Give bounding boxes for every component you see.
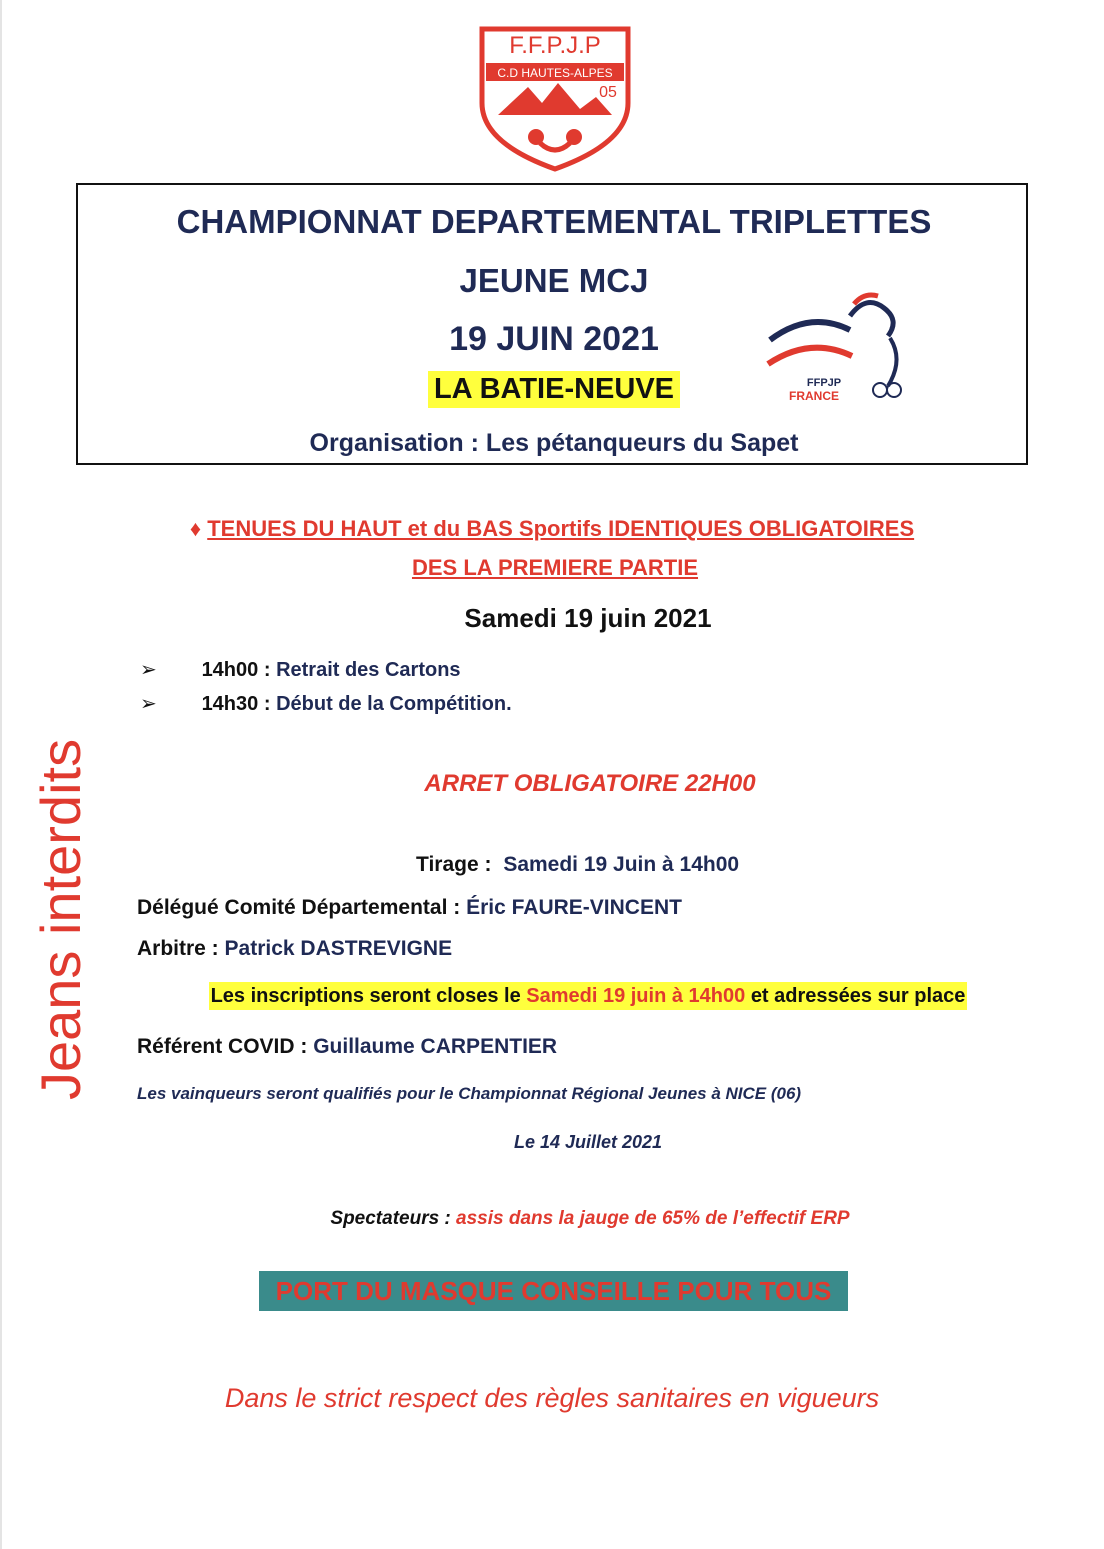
footer-text: Dans le strict respect des règles sanitaires en vigueurs xyxy=(224,1383,880,1413)
delegue-label: Délégué Comité Départemental : xyxy=(137,896,461,919)
logo-sub-text: C.D HAUTES-ALPES xyxy=(497,66,613,80)
mask-banner: PORT DU MASQUE CONSEILLE POUR TOUS xyxy=(259,1271,848,1311)
inscriptions-part-1: Les inscriptions seront closes le xyxy=(210,985,521,1007)
delegue-row xyxy=(137,896,682,920)
qualif-line-1: Les vainqueurs seront qualifiés pour le Championnat Régional Jeunes à NICE (06) xyxy=(137,1084,802,1103)
schedule-time: 14h00 : xyxy=(201,659,271,681)
arbitre-row xyxy=(137,937,452,961)
diamond-bullet-icon: ♦ xyxy=(189,516,202,541)
stop-time: ARRET OBLIGATOIRE 22H00 xyxy=(424,770,756,797)
jeans-interdits-side-text: Jeans interdits xyxy=(29,738,92,1100)
arrow-bullet-icon: ➢ xyxy=(140,659,157,681)
event-place: LA BATIE-NEUVE xyxy=(428,371,680,408)
event-date: 19 JUIN 2021 xyxy=(449,320,659,358)
logo-top-text: F.F.P.J.P xyxy=(509,32,601,59)
spectateurs-value: assis dans la jauge de 65% de l’effectif ERP xyxy=(456,1208,850,1229)
rules-line-2 xyxy=(0,555,1104,581)
organisation-text: Organisation : Les pétanqueurs du Sapet xyxy=(309,429,799,457)
arrow-bullet-icon: ➢ xyxy=(140,693,157,715)
inscriptions-row xyxy=(0,985,1104,1008)
schedule-label: Début de la Compétition. xyxy=(276,693,512,715)
page-edge xyxy=(0,0,2,1549)
schedule-time: 14h30 : xyxy=(201,693,271,715)
covid-label: Référent COVID : xyxy=(137,1035,308,1058)
delegue-value: Éric FAURE-VINCENT xyxy=(466,896,682,919)
title-line-2: JEUNE MCJ xyxy=(459,262,649,299)
covid-row xyxy=(137,1035,557,1059)
arbitre-label: Arbitre : xyxy=(137,937,219,960)
rooster-logo-icon xyxy=(740,290,934,420)
spectateurs-row xyxy=(0,1208,1104,1230)
schedule-item xyxy=(140,691,512,716)
rules-line-1 xyxy=(0,516,1104,542)
tirage-value: Samedi 19 Juin à 14h00 xyxy=(503,853,740,876)
ffpjp-hautes-alpes-shield-icon xyxy=(478,25,632,173)
inscriptions-part-3: et adressées sur place xyxy=(750,985,966,1007)
arbitre-value: Patrick DASTREVIGNE xyxy=(224,937,453,960)
qualif-line-2: Le 14 Juillet 2021 xyxy=(513,1132,663,1152)
france-logo-line2: FRANCE xyxy=(789,389,839,403)
inscriptions-part-2: Samedi 19 juin à 14h00 xyxy=(526,985,746,1007)
logo-num-text: 05 xyxy=(599,84,617,101)
title-box xyxy=(76,183,1028,465)
schedule-item xyxy=(140,657,461,682)
covid-value: Guillaume CARPENTIER xyxy=(313,1035,558,1058)
schedule-label: Retrait des Cartons xyxy=(276,659,461,681)
spectateurs-label: Spectateurs : xyxy=(330,1208,451,1229)
tirage-label: Tirage : xyxy=(416,853,492,876)
title-line-1: CHAMPIONNAT DEPARTEMENTAL TRIPLETTES xyxy=(176,203,932,240)
rules-line-1-text: TENUES DU HAUT et du BAS Sportifs IDENTIQUES OBLIGATOIRES xyxy=(207,516,915,541)
france-logo-line1: FFPJP xyxy=(806,377,842,389)
tirage-row xyxy=(416,853,739,877)
rules-line-2-text: DES LA PREMIERE PARTIE xyxy=(411,555,699,580)
inscriptions-highlight xyxy=(209,982,968,1010)
schedule-day: Samedi 19 juin 2021 xyxy=(464,603,712,633)
